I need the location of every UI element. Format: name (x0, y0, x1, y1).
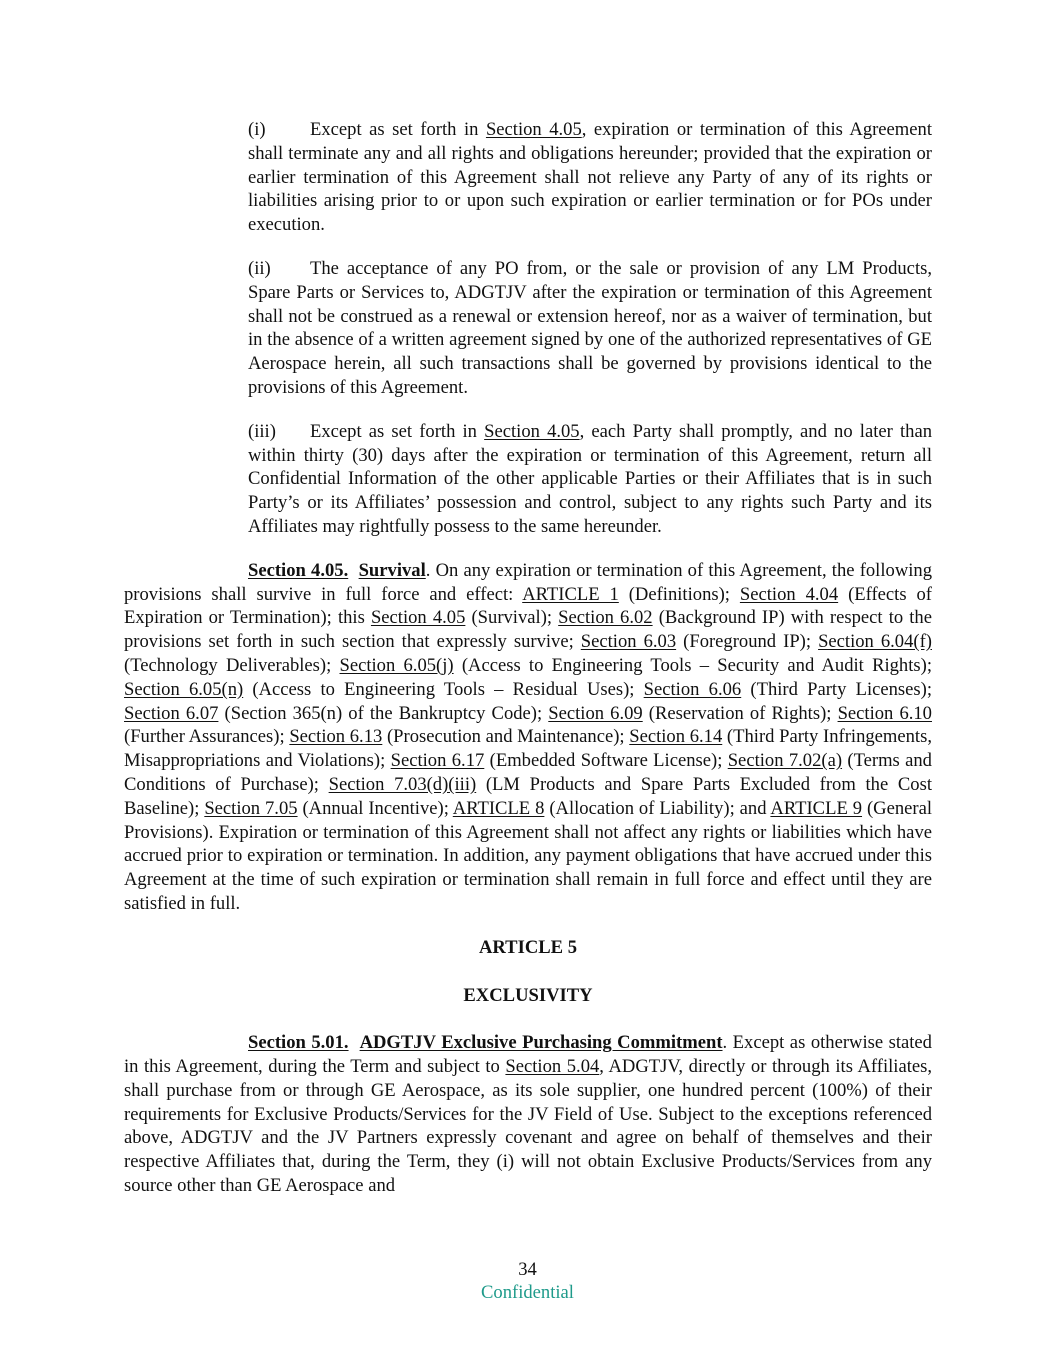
page-number: 34 (518, 1259, 537, 1280)
paragraph-i: (i) Except as set forth in Section 4.05, expiration or termination of this Agreement shall terminate any and all rights and obligations hereunder; provided that the expiration or earlier termination of this Agreement shall not relieve any Party of any of its rights or liabilities arising prior to or upon such expiration or earlier termination or for POs under execution. (248, 119, 932, 236)
section-6-06-link[interactable]: Section 6.06 (643, 678, 742, 700)
section-6-03-link[interactable]: Section 6.03 (580, 631, 677, 653)
section-number: Section 4.05. (248, 559, 349, 581)
confidential-label: Confidential (481, 1282, 574, 1303)
article-9-link[interactable]: ARTICLE 9 (770, 797, 863, 819)
section-6-13-link[interactable]: Section 6.13 (289, 726, 383, 748)
section-4-05-link[interactable]: Section 4.05 (485, 119, 582, 140)
section-6-04f-link[interactable]: Section 6.04(f) (818, 631, 932, 653)
article-title-heading: EXCLUSIVITY (463, 984, 593, 1006)
section-6-05n-link[interactable]: Section 6.05(n) (124, 678, 244, 700)
document-body (124, 118, 932, 1198)
clause-number: (iii) (248, 420, 276, 442)
section-5-04-link[interactable]: Section 5.04 (505, 1056, 600, 1078)
article-number-heading: ARTICLE 5 (478, 936, 578, 958)
section-4-05-paragraph: Section 4.05. Survival. On any expiration or termination of this Agreement, the following provisions shall survive in full force and effect: ARTICLE 1 (Definitions); Section 4.04 (Effects of Expiration or Termination); this Section 4.05 (Survival); Section 6.02 (Background IP) with respect to the provisions set forth in such section that expressly survive; Section 6.03 (Foreground IP); Section 6.04(f) (Technology Deliverables); Section 6.05(j) (Access to Engineering Tools – Security and Audit Rights); Section 6.05(n) (Access to Engineering Tools – Residual Uses); Section 6.06 (Third Party Licenses); Section 6.07 (Section 365(n) of the Bankruptcy Code); Section 6.09 (Reservation of Rights); Section 6.10 (Further Assurances); Section 6.13 (Prosecution and Maintenance); Section 6.14 (Third Party Infringements, Misappropriations and Violations); Section 6.17 (Embedded Software License); Section 7.02(a) (Terms and Conditions of Purchase); Section 7.03(d)(iii) (LM Products and Spare Parts Excluded from the Cost Baseline); Section 7.05 (Annual Incentive); ARTICLE 8 (Allocation of Liability); and ARTICLE 9 (General Provisions). Expiration or termination of this Agreement shall not affect any rights or liabilities which have accrued prior to expiration or termination. In addition, any payment obligations that have accrued under this Agreement at the time of such expiration or termination shall remain in full force and effect until they are satisfied in full. (124, 559, 933, 914)
section-6-14-link[interactable]: Section 6.14 (629, 726, 723, 748)
section-4-04-link[interactable]: Section 4.04 (739, 583, 839, 605)
section-title: ADGTJV Exclusive Purchasing Commitment (359, 1032, 723, 1054)
section-5-01-paragraph: Section 5.01. ADGTJV Exclusive Purchasing Commitment. Except as otherwise stated in this Agreement, during the Term and subject to Section 5.04, ADGTJV, directly or through its Affiliates, shall purchase from or through GE Aerospace, as its sole supplier, one hundred percent (100%) of their requirements for Exclusive Products/Services for the JV Field of Use. Subject to the exceptions referenced above, ADGTJV and the JV Partners expressly covenant and agree on behalf of themselves and their respective Affiliates that, during the Term, they (i) will not obtain Exclusive Products/Services from any source other than GE Aerospace and (124, 1032, 932, 1197)
section-6-10-link[interactable]: Section 6.10 (837, 702, 932, 724)
section-6-05j-link[interactable]: Section 6.05(j) (339, 654, 454, 676)
section-6-07-link[interactable]: Section 6.07 (124, 702, 219, 724)
section-6-17-link[interactable]: Section 6.17 (390, 750, 485, 772)
article-1-link[interactable]: ARTICLE 1 (522, 583, 619, 605)
clause-number: (ii) (248, 257, 271, 279)
section-4-05-link[interactable]: Section 4.05 (370, 607, 466, 629)
paragraph-iii: (iii) Except as set forth in Section 4.05, each Party shall promptly, and no later than within thirty (30) days after the expiration or termination of this Agreement, return all Confidential Information of the other applicable Parties or their Affiliates that is in such Party’s or its Affiliates’ possession and control, subject to any rights such Party and its Affiliates may rightfully possess to the same hereunder. (248, 420, 932, 537)
article-8-link[interactable]: ARTICLE 8 (452, 797, 545, 819)
section-number: Section 5.01. (248, 1032, 349, 1054)
clause-number: (i) (248, 119, 266, 140)
section-4-05-link[interactable]: Section 4.05 (484, 420, 580, 442)
section-6-02-link[interactable]: Section 6.02 (558, 607, 653, 629)
section-7-05-link[interactable]: Section 7.05 (204, 797, 298, 819)
section-7-03diii-link[interactable]: Section 7.03(d)(iii) (328, 773, 477, 795)
section-7-02a-link[interactable]: Section 7.02(a) (727, 750, 843, 772)
section-title: Survival (358, 559, 426, 581)
section-6-09-link[interactable]: Section 6.09 (548, 702, 643, 724)
paragraph-ii: (ii) The acceptance of any PO from, or the sale or provision of any LM Products, Spare Parts or Services to, ADGTJV after the expiration or termination of this Agreement shall not be construed as a renewal or extension hereof, nor as a waiver of termination, but in the absence of a written agreement signed by one of the authorized representatives of GE Aerospace herein, all such transactions shall be governed by provisions identical to the provisions of this Agreement. (248, 257, 932, 398)
